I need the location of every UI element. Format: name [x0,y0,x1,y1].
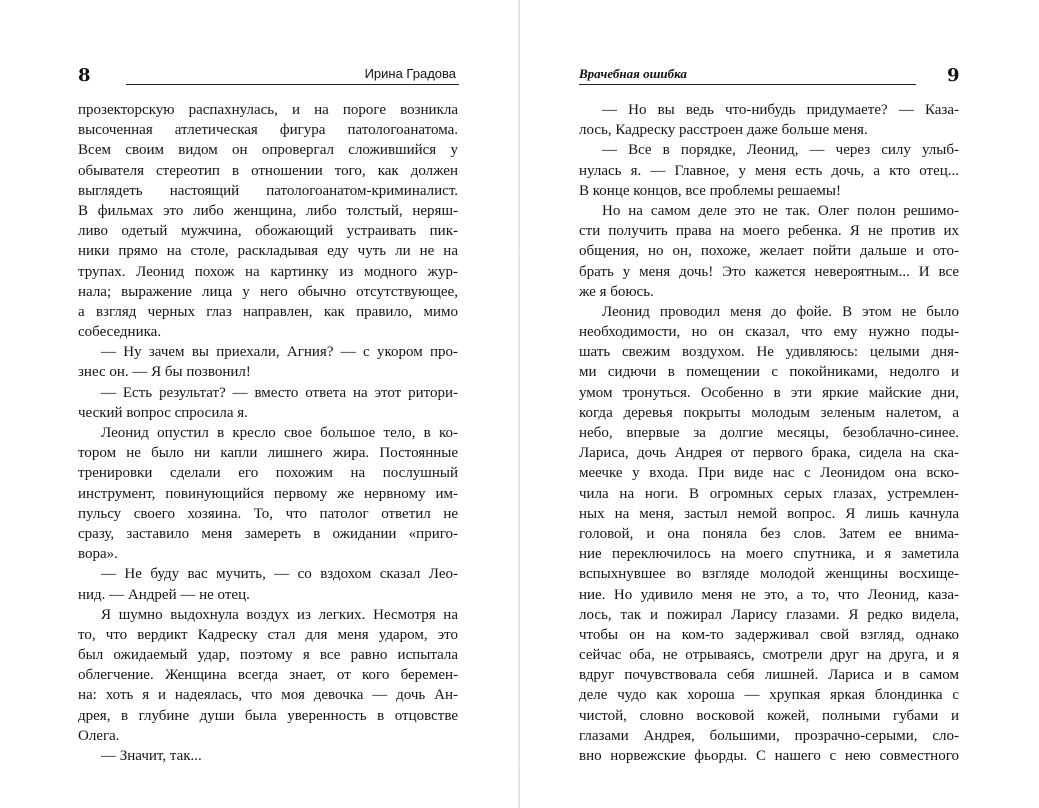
text-line: прозекторскую распахнулась, и на пороге возникла [78,102,458,118]
text-line: инструмент, повинующийся первому же нервному им- [78,485,458,502]
text-line: ми сидючи в помещении с покойниками, недолго и [579,364,959,381]
text-line: а взгляд черных глаз направлен, как правило, мимо [78,303,458,320]
right-page [520,0,1039,808]
text-line: же я боюсь. [579,283,654,300]
text-line: шать свежим воздухом. Не удивляюсь: целыми дня- [579,344,959,361]
text-line: сейчас оба, не отрываясь, смотрели друг на друга, и я [579,647,959,664]
text-line: чистой, словно восковой кожей, полными губами и [579,707,959,724]
text-line: Лариса, дочь Андрея от первого брака, сидела на ска- [579,445,959,462]
left-header-rule [126,84,459,85]
text-line: глазами Андрея, большими, прозрачно-серыми, сло- [579,727,959,744]
text-line: ческий вопрос спросила я. [78,404,248,421]
text-line: облегчение. Женщина всегда знает, от кого беремен- [78,667,458,684]
text-line: обывателя стереотип в отношении того, как должен [78,162,458,179]
text-line: ных на меня, застыл немой вопрос. Я лишь качнула [579,505,959,522]
right-running-title: Врачебная ошибка [579,66,687,81]
text-line: вно норвежские фьорды. С нашего с нею совместного [579,748,959,764]
text-line: лось, так и пожирал Ларису глазами. Я редко видела, [579,606,959,623]
text-line: пульсу своего хозяина. То, что патолог ответил не [78,505,458,522]
text-line: ние переключилось на моего спутника, и я заметила [579,546,959,563]
text-line: то, что вердикт Кадреску стал для меня ударом, это [78,626,458,643]
left-page [0,0,519,808]
text-line: — Не буду вас мучить, — со вздохом сказал Лео- [101,566,458,583]
text-line: Но на самом деле это не так. Олег полон решимо- [602,202,959,219]
right-page-number: 9 [947,65,960,86]
text-line: тренировки сделали его похожим на послушный [78,465,458,482]
text-line: выглядеть настоящий патологоанатом-криминалист. [78,182,458,199]
text-line: знес он. — Я бы позвонил! [78,364,251,381]
text-line: брать у меня дочь! Это кажется невероятным... И все [579,263,959,280]
text-line: тором не было ни капли лишнего жира. Постоянные [78,445,458,462]
text-line: — Ну зачем вы приехали, Агния? — с укором про- [101,344,458,361]
text-line: Всем своим видом он опровергал сложившийся у [78,142,458,159]
left-running-title: Ирина Градова [364,66,456,81]
text-line: на: хоть я и надеялась, что моя девочка — дочь Ан- [78,687,458,704]
text-line: ние. Но удивило меня не это, а то, что Леонид, каза- [579,586,959,603]
right-header-rule [579,84,916,85]
text-line: собеседника. [78,324,162,341]
text-line: дрея, в глубине души была уверенность в отцовстве [78,707,458,724]
text-line: был ожидаемый удар, поэтому я все равно испытала [78,647,458,664]
left-page-text [78,100,458,766]
text-line: вдруг почувствовала себя лишней. Лариса и в самом [579,667,959,684]
text-line: умом тронуться. Особенно в эти яркие майские дни, [579,384,959,401]
left-page-number: 8 [78,65,91,86]
text-line: необходимости, но он сказал, что ему нужно поды- [579,324,959,341]
text-line: когда деревья покрыты молодым зеленым налетом, а [579,404,959,421]
text-line: Леонид проводил меня до фойе. В этом не было [602,303,959,320]
text-line: вспыхнувшее во взгляде молодой женщины восхище- [579,566,959,583]
text-line: вора». [78,546,118,563]
text-line: Олега. [78,727,120,744]
text-line: лось, Кадреску расстроен даже больше меня. [579,122,868,139]
text-line: деле чудо как хороша — хрупкая яркая блондинка с [579,687,959,704]
text-line: Я шумно выдохнула воздух из легких. Несмотря на [101,606,458,623]
text-line: общения, но он, похоже, желает пойти дальше и ото- [579,243,959,260]
text-line: чтобы он на ком-то задерживал свой взгляд, однако [579,626,959,643]
text-line: — Но вы ведь что-нибудь придумаете? — Каза- [602,102,959,118]
text-line: нулась я. — Главное, у меня есть дочь, а кто отец... [579,162,959,179]
text-line: нид. — Андрей — не отец. [78,586,250,603]
text-line: ники прямо на столе, раскладывая еду чуть ли не на [78,243,458,260]
text-line: чила на ноги. В огромных серых глазах, устремлен- [579,485,959,502]
text-line: — Все в порядке, Леонид, — через силу улыб- [602,142,959,159]
text-line: Леонид опустил в кресло свое большое тело, в ко- [101,425,458,441]
text-line: В фильмах это либо женщина, либо толстый, неряш- [78,202,458,219]
text-line: высоченная атлетическая фигура патологоанатома. [78,122,458,139]
text-line: В конце концов, все проблемы решаемы! [579,182,841,199]
text-line: — Есть результат? — вместо ответа на этот ритори- [101,384,458,401]
text-line: — Значит, так... [101,748,202,764]
text-line: сти получить права на моего ребенка. Я не против их [579,223,959,240]
text-line: ливо одетый мужчина, обожающий устраивать пик- [78,223,458,240]
text-line: нала; выражение лица у него обычно отсутствующее, [78,283,458,300]
text-line: трупах. Леонид похож на картинку из модного жур- [78,263,458,280]
text-line: небо, впервые за долгие месяцы, безоблачно-синее. [579,425,959,441]
right-page-text [579,100,959,766]
text-line: меечке у входа. При виде нас с Леонидом она вско- [579,465,959,482]
text-line: сразу, заставило меня замереть в ожидании «приго- [78,525,458,542]
text-line: головой, и она поняла без слов. Затем ее внима- [579,525,959,542]
